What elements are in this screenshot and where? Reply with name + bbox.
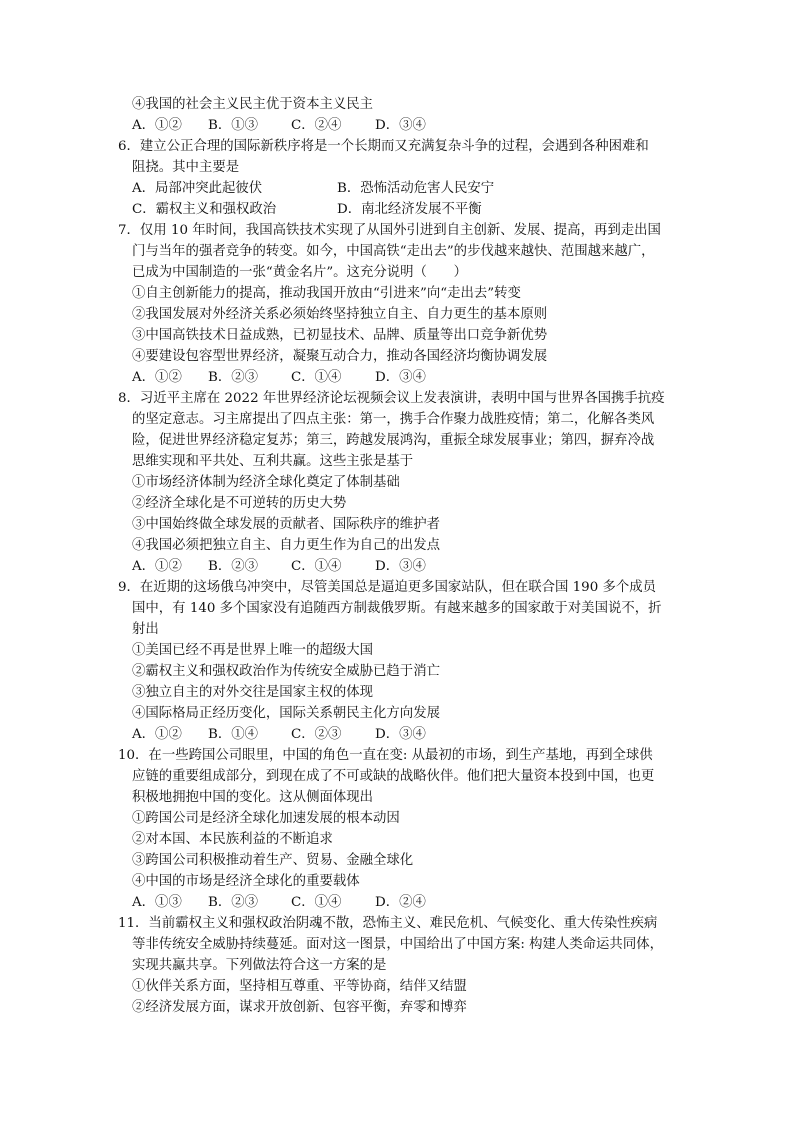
question-stem-line: 实现共赢共享。下列做法符合这一方案的是 [132,958,387,973]
option-item-1: ①伙伴关系方面，坚持相互尊重、平等协商，结伴又结盟 [132,979,467,994]
question-5-tail [118,94,680,136]
option-item-3: ③中国高铁技术日益成熟，已初显技术、品牌、质量等出口竞争新优势 [132,328,548,343]
choice-b: B．①④ [208,727,259,742]
question-stem-line: 国中，有 140 多个国家没有追随西方制裁俄罗斯。有越来越多的国家敢于对美国说不，折 [132,601,662,616]
answer-choices [118,178,680,199]
question-stem-line: 门与当年的强者竞争的转变。如今，中国高铁“走出去”的步伐越来越快、范围越来越广， [132,244,655,259]
question-stem-line: 应链的重要组成部分，到现在成了不可或缺的战略伙伴。他们把大量资本投到中国，也更 [132,769,655,784]
choice-b: B．②③ [208,559,259,574]
option-item-4: ④国际格局正经历变化，国际关系朝民主化方向发展 [132,706,440,721]
question-stem-line: 射出 [132,622,159,637]
choice-c: C．②③ [291,727,342,742]
question-stem-line: 已成为中国制造的一张“黄金名片”。这充分说明（ ） [132,265,468,280]
choice-d: D．③④ [375,559,426,574]
answer-choices [118,892,680,913]
question-10 [118,745,680,913]
choice-d: D．③④ [375,727,426,742]
option-item-3: ③跨国公司积极推动着生产、贸易、金融全球化 [132,853,414,868]
choice-c: C．霸权主义和强权政治 [132,202,277,217]
option-item-4: ④我国的社会主义民主优于资本主义民主 [132,97,374,112]
option-item-2: ②经济发展方面，谋求开放创新、包容平衡，弃零和博弈 [132,1000,467,1015]
answer-choices [118,199,680,220]
choice-c: C．①④ [291,895,342,910]
choice-a: A．①② [132,559,182,574]
answer-choices [118,115,680,136]
answer-choices [118,724,680,745]
choice-c: C．②④ [291,118,342,133]
choice-b: B．②③ [208,895,259,910]
answer-choices [118,367,680,388]
option-item-1: ①自主创新能力的提高，推动我国开放由“引进来”向“走出去”转变 [132,286,521,301]
choice-b: B．①③ [208,118,259,133]
answer-choices [118,556,680,577]
question-stem-line: 积极地拥抱中国的变化。这从侧面体现出 [132,790,374,805]
choice-d: D．南北经济发展不平衡 [337,202,482,217]
question-stem-line: 6．建立公正合理的国际新秩序将是一个长期而又充满复杂斗争的过程，会遇到各种困难和 [118,139,649,154]
option-item-2: ②霸权主义和强权政治作为传统安全威胁已趋于消亡 [132,664,440,679]
question-stem-line: 思维实现和平共处、互利共赢。这些主张是基于 [132,454,414,469]
option-item-3: ③独立自主的对外交往是国家主权的体现 [132,685,374,700]
option-item-2: ②对本国、本民族利益的不断追求 [132,832,333,847]
question-11 [118,913,680,1018]
option-item-2: ②我国发展对外经济关系必须始终坚持独立自主、自力更生的基本原则 [132,307,548,322]
option-item-1: ①市场经济体制为经济全球化奠定了体制基础 [132,475,400,490]
question-6 [118,136,680,220]
question-stem-line: 等非传统安全威胁持续蔓延。面对这一图景，中国给出了中国方案: 构建人类命运共同体， [132,937,663,952]
choice-b: B．恐怖活动危害人民安宁 [337,181,495,196]
option-item-1: ①美国已经不再是世界上唯一的超级大国 [132,643,374,658]
choice-d: D．③④ [375,370,426,385]
option-item-1: ①跨国公司是经济全球化加速发展的根本动因 [132,811,400,826]
choice-a: A．①② [132,370,182,385]
question-7 [118,220,680,388]
question-stem-line: 8．习近平主席在 2022 年世界经济论坛视频会议上发表演讲，表明中国与世界各国携手抗疫 [118,391,665,406]
option-item-3: ③中国始终做全球发展的贡献者、国际秩序的维护者 [132,517,440,532]
choice-d: D．③④ [375,118,426,133]
choice-d: D．②④ [375,895,426,910]
choice-b: B．②③ [208,370,259,385]
option-item-4: ④要建设包容型世界经济，凝聚互动合力，推动各国经济均衡协调发展 [132,349,548,364]
option-item-4: ④中国的市场是经济全球化的重要载体 [132,874,360,889]
option-item-4: ④我国必须把独立自主、自力更生作为自己的出发点 [132,538,440,553]
choice-a: A．局部冲突此起彼伏 [132,181,263,196]
choice-a: A．①③ [132,895,182,910]
question-stem-line: 的坚定意志。习主席提出了四点主张：第一，携手合作聚力战胜疫情；第二，化解各类风 [132,412,655,427]
option-item-2: ②经济全球化是不可逆转的历史大势 [132,496,347,511]
exam-page [118,94,680,1018]
question-stem-line: 10．在一些跨国公司眼里，中国的角色一直在变: 从最初的市场，到生产基地，再到全球供 [118,748,653,763]
question-stem-line: 险，促进世界经济稳定复苏；第三，跨越发展鸿沟，重振全球发展事业；第四，摒弃冷战 [132,433,655,448]
question-8 [118,388,680,577]
question-stem-line: 11．当前霸权主义和强权政治阴魂不散，恐怖主义、难民危机、气候变化、重大传染性疾病 [118,916,658,931]
question-stem-line: 7．仅用 10 年时间，我国高铁技术实现了从国外引进到自主创新、发展、提高，再到走出国 [118,223,661,238]
question-stem-line: 9．在近期的这场俄乌冲突中，尽管美国总是逼迫更多国家站队，但在联合国 190 多个成员 [118,580,657,595]
choice-c: C．①④ [291,370,342,385]
choice-a: A．①② [132,118,182,133]
question-9 [118,577,680,745]
choice-c: C．①④ [291,559,342,574]
choice-a: A．①② [132,727,182,742]
question-stem-line: 阻挠。其中主要是 [132,160,240,175]
